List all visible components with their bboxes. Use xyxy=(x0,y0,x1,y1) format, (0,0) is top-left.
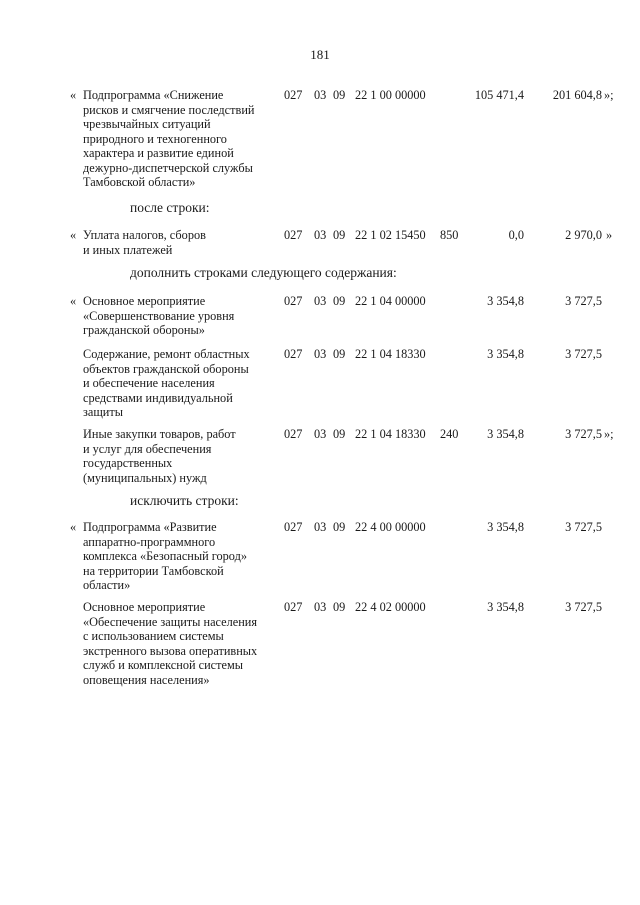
opening-quote: « xyxy=(70,88,77,102)
row-name: Основное мероприятие «Совершенствование уровня гражданской обороны» xyxy=(83,294,235,337)
col-value-2: 3 727,5 xyxy=(565,520,602,534)
col-grbs: 027 xyxy=(284,427,303,441)
col-grbs: 027 xyxy=(284,600,303,614)
col-value-2: 3 727,5 xyxy=(565,600,602,614)
col-csr: 22 1 04 00000 xyxy=(355,294,426,308)
col-csr: 22 1 04 18330 xyxy=(355,347,426,361)
row-name: Основное мероприятие «Обеспечение защиты населения с использованием системы экстренного вызова оперативных служб и комплексной системы оповещения населения» xyxy=(83,600,258,687)
row-name: Подпрограмма «Развитие аппаратно-программного комплекса «Безопасный город» на территории Тамбовской области» xyxy=(83,520,248,592)
col-rz: 03 xyxy=(314,427,327,441)
heading-remove-lines: исключить строки: xyxy=(130,493,239,508)
col-csr: 22 1 04 18330 xyxy=(355,427,426,441)
col-value-2: 3 727,5 xyxy=(565,347,602,361)
col-value-1: 0,0 xyxy=(508,228,524,242)
col-vr: 240 xyxy=(440,427,459,441)
col-value-2: 2 970,0 xyxy=(565,228,602,242)
row-name: Уплата налогов, сборов и иных платежей xyxy=(83,228,206,257)
closing-quote: » xyxy=(606,228,613,242)
col-rz: 03 xyxy=(314,347,327,361)
heading-add-lines: дополнить строками следующего содержания: xyxy=(130,265,397,280)
col-pr: 09 xyxy=(333,600,346,614)
col-csr: 22 1 00 00000 xyxy=(355,88,426,102)
col-value-1: 3 354,8 xyxy=(487,294,524,308)
col-grbs: 027 xyxy=(284,228,303,242)
col-value-2: 201 604,8 xyxy=(552,88,602,102)
col-pr: 09 xyxy=(333,520,346,534)
col-value-2: 3 727,5 xyxy=(565,427,602,441)
col-rz: 03 xyxy=(314,228,327,242)
col-grbs: 027 xyxy=(284,88,303,102)
col-pr: 09 xyxy=(333,88,346,102)
col-pr: 09 xyxy=(333,347,346,361)
row-name: Подпрограмма «Снижение рисков и смягчение последствий чрезвычайных ситуаций природного и техногенного характера и развитие единой дежурно-диспетчерской службы Тамбовской области» xyxy=(83,88,255,189)
opening-quote: « xyxy=(70,228,77,242)
col-rz: 03 xyxy=(314,294,327,308)
col-value-1: 105 471,4 xyxy=(474,88,524,102)
closing-quote: »; xyxy=(604,88,614,102)
col-csr: 22 1 02 15450 xyxy=(355,228,426,242)
col-pr: 09 xyxy=(333,427,346,441)
closing-quote: »; xyxy=(604,427,614,441)
row-name: Содержание, ремонт областных объектов гражданской обороны и обеспечение населения средствами индивидуальной защиты xyxy=(83,347,250,419)
col-rz: 03 xyxy=(314,600,327,614)
page-number: 181 xyxy=(310,47,330,62)
col-vr: 850 xyxy=(440,228,459,242)
col-rz: 03 xyxy=(314,88,327,102)
col-value-1: 3 354,8 xyxy=(487,347,524,361)
col-grbs: 027 xyxy=(284,347,303,361)
col-pr: 09 xyxy=(333,228,346,242)
col-csr: 22 4 02 00000 xyxy=(355,600,426,614)
col-rz: 03 xyxy=(314,520,327,534)
col-pr: 09 xyxy=(333,294,346,308)
col-grbs: 027 xyxy=(284,294,303,308)
col-value-2: 3 727,5 xyxy=(565,294,602,308)
col-value-1: 3 354,8 xyxy=(487,600,524,614)
col-grbs: 027 xyxy=(284,520,303,534)
opening-quote: « xyxy=(70,294,77,308)
col-csr: 22 4 00 00000 xyxy=(355,520,426,534)
col-value-1: 3 354,8 xyxy=(487,427,524,441)
heading-after-line: после строки: xyxy=(130,200,210,215)
opening-quote: « xyxy=(70,520,77,534)
col-value-1: 3 354,8 xyxy=(487,520,524,534)
row-name: Иные закупки товаров, работ и услуг для обеспечения государственных (муниципальных) нужд xyxy=(83,427,236,485)
